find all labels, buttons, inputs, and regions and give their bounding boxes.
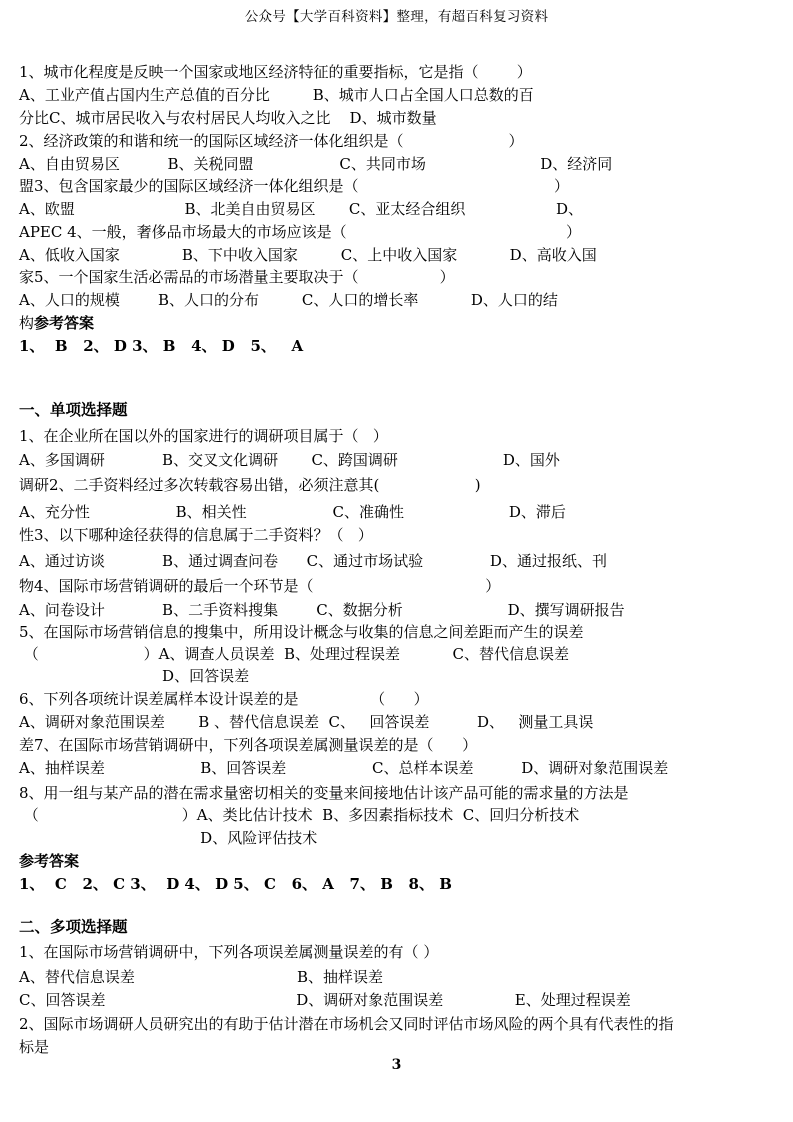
text-fragment: 构 [19, 314, 35, 332]
text-line: D、回答误差 [19, 667, 250, 685]
text-line: 差7、在国际市场营销调研中，下列各项误差属测量误差的是（ ） [19, 736, 478, 754]
text-line: 分比C、城市居民收入与农村居民人均收入之比 D、城市数量 [19, 109, 437, 127]
text-line: 物4、国际市场营销调研的最后一个环节是（ ） [19, 577, 501, 595]
text-line: 家5、一个国家生活必需品的市场潜量主要取决于（ ） [19, 268, 455, 286]
text-line: A、充分性 B、相关性 C、准确性 D、滞后 [19, 503, 566, 521]
text-line [19, 314, 94, 332]
text-line: A、调研对象范围误差 B 、替代信息误差 C、 回答误差 D、 测量工具误 [19, 713, 594, 731]
text-line: 6、下列各项统计误差属样本设计误差的是 （ ） [19, 690, 429, 708]
text-line: A、人口的规模 B、人口的分布 C、人口的增长率 D、人口的结 [19, 291, 558, 309]
text-line: 2、经济政策的和谐和统一的国际区域经济一体化组织是（ ） [19, 132, 524, 150]
answer-line: 1、 C 2、 C 3、 D 4、 D 5、 C 6、 A 7、 B 8、 B [19, 875, 452, 893]
text-line: A、欧盟 B、北美自由贸易区 C、亚太经合组织 D、 [19, 200, 583, 218]
section-title: 一、单项选择题 [19, 400, 128, 419]
text-line: 性3、以下哪种途径获得的信息属于二手资料？（ ） [19, 526, 373, 544]
answer-line: 1、 B 2、 D 3、 B 4、 D 5、 A [19, 337, 304, 355]
text-line: A、替代信息误差 B、抽样误差 [19, 968, 383, 986]
answer-heading: 参考答案 [19, 852, 80, 870]
text-line: A、自由贸易区 B、关税同盟 C、共同市场 D、经济同 [19, 155, 613, 173]
answer-heading: 参考答案 [34, 314, 95, 332]
section-title: 二、多项选择题 [19, 917, 128, 936]
text-line: （ ）A、调查人员误差 B、处理过程误差 C、替代信息误差 [19, 645, 569, 663]
text-line: 2、国际市场调研人员研究出的有助于估计潜在市场机会又同时评估市场风险的两个具有代表性的指 [19, 1015, 674, 1033]
text-line: A、工业产值占国内生产总值的百分比 B、城市人口占全国人口总数的百 [19, 86, 534, 104]
text-line: A、多国调研 B、交叉文化调研 C、跨国调研 D、国外 [19, 451, 560, 469]
text-line: 1、在企业所在国以外的国家进行的调研项目属于（ ） [19, 427, 388, 445]
text-line: 标是 [19, 1038, 50, 1056]
text-line: 1、城市化程度是反映一个国家或地区经济特征的重要指标，它是指（ ） [19, 63, 532, 81]
text-line: 1、在国际市场营销调研中，下列各项误差属测量误差的有（ ） [19, 943, 439, 961]
text-line: 调研2、二手资料经过多次转载容易出错，必须注意其( ) [19, 476, 481, 494]
text-line: A、问卷设计 B、二手资料搜集 C、数据分析 D、撰写调研报告 [19, 601, 625, 619]
text-line: 8、用一组与某产品的潜在需求量密切相关的变量来间接地估计该产品可能的需求量的方法是 [19, 784, 629, 802]
text-line: A、抽样误差 B、回答误差 C、总样本误差 D、调研对象范围误差 [19, 759, 669, 777]
text-line: D、风险评估技术 [19, 829, 318, 847]
page-header: 公众号【大学百科资料】整理，有超百科复习资料 [244, 9, 549, 25]
text-line: （ ）A、类比估计技术 B、多因素指标技术 C、回归分析技术 [19, 806, 580, 824]
text-line: A、低收入国家 B、下中收入国家 C、上中收入国家 D、高收入国 [19, 246, 597, 264]
text-line: A、通过访谈 B、通过调查问卷 C、通过市场试验 D、通过报纸、刊 [19, 552, 607, 570]
text-line: 盟3、包含国家最少的国际区域经济一体化组织是（ ） [19, 177, 570, 195]
text-line: 5、在国际市场营销信息的搜集中，所用设计概念与收集的信息之间差距而产生的误差 [19, 623, 584, 641]
text-line: C、回答误差 D、调研对象范围误差 E、处理过程误差 [19, 991, 631, 1009]
text-line: APEC 4、一般，奢侈品市场最大的市场应该是（ ） [19, 223, 581, 241]
page-number: 3 [391, 1057, 402, 1073]
